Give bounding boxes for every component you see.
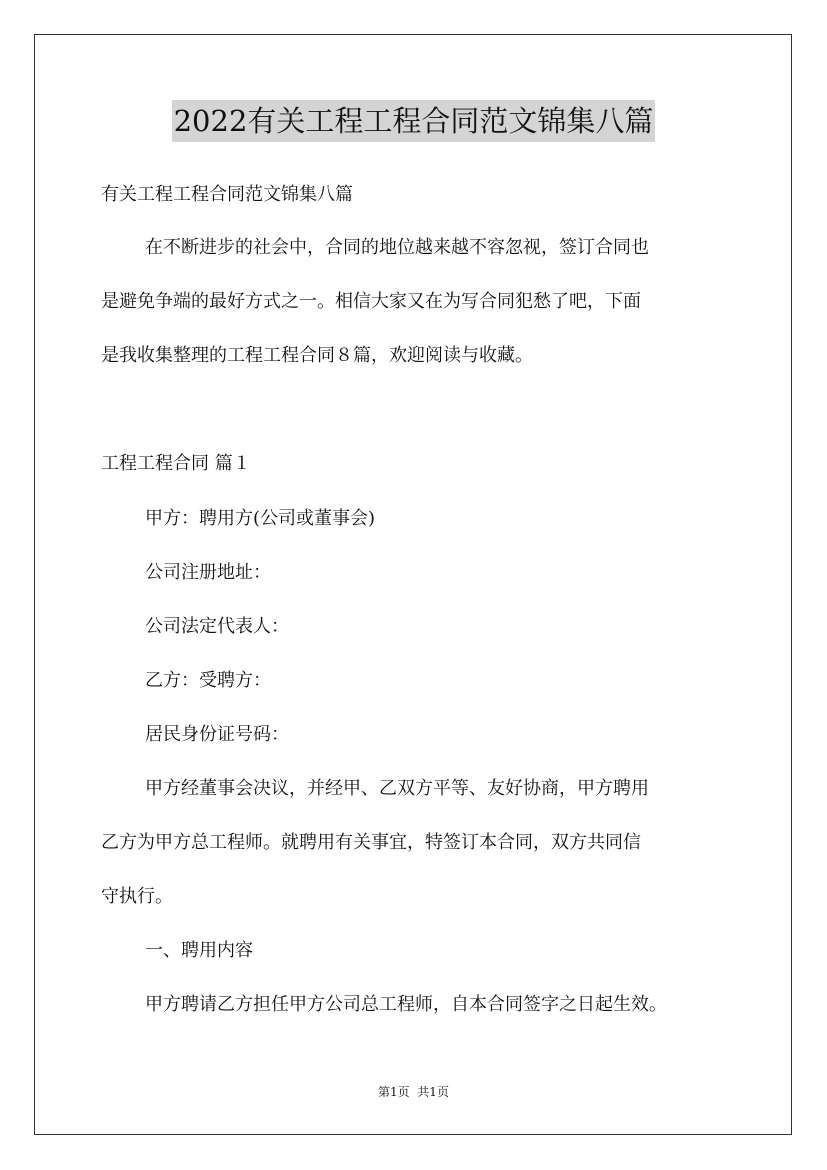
clause-text: 甲方聘请乙方担任甲方公司总工程师，自本合同签字之日起生效。 <box>145 994 667 1015</box>
intro-line-2: 是避免争端的最好方式之一。相信大家又在为写合同犯愁了吧，下面 <box>101 291 641 312</box>
field-registered-address: 公司注册地址： <box>145 562 271 583</box>
document-subtitle: 有关工程工程合同范文锦集八篇 <box>101 184 353 205</box>
field-party-a: 甲方：聘用方(公司或董事会) <box>145 508 376 529</box>
body-line-1: 甲方经董事会决议，并经甲、乙双方平等、友好协商，甲方聘用 <box>145 778 649 799</box>
section-heading: 工程工程合同 篇１ <box>101 453 251 474</box>
intro-line-1: 在不断进步的社会中，合同的地位越来越不容忽视，签订合同也 <box>145 237 649 258</box>
document-title: 2022有关工程工程合同范文锦集八篇 <box>172 100 656 142</box>
intro-line-3: 是我收集整理的工程工程合同８篇，欢迎阅读与收藏。 <box>101 345 533 366</box>
clause-heading: 一、聘用内容 <box>145 940 253 961</box>
field-id-number: 居民身份证号码： <box>145 724 289 745</box>
body-line-3: 守执行。 <box>101 886 173 907</box>
field-legal-representative: 公司法定代表人： <box>145 616 289 637</box>
page-footer: 第1页 共1页 <box>378 1085 449 1099</box>
body-line-2: 乙方为甲方总工程师。就聘用有关事宜，特签订本合同，双方共同信 <box>101 832 641 853</box>
title-container <box>0 100 827 142</box>
field-party-b: 乙方：受聘方： <box>145 670 271 691</box>
